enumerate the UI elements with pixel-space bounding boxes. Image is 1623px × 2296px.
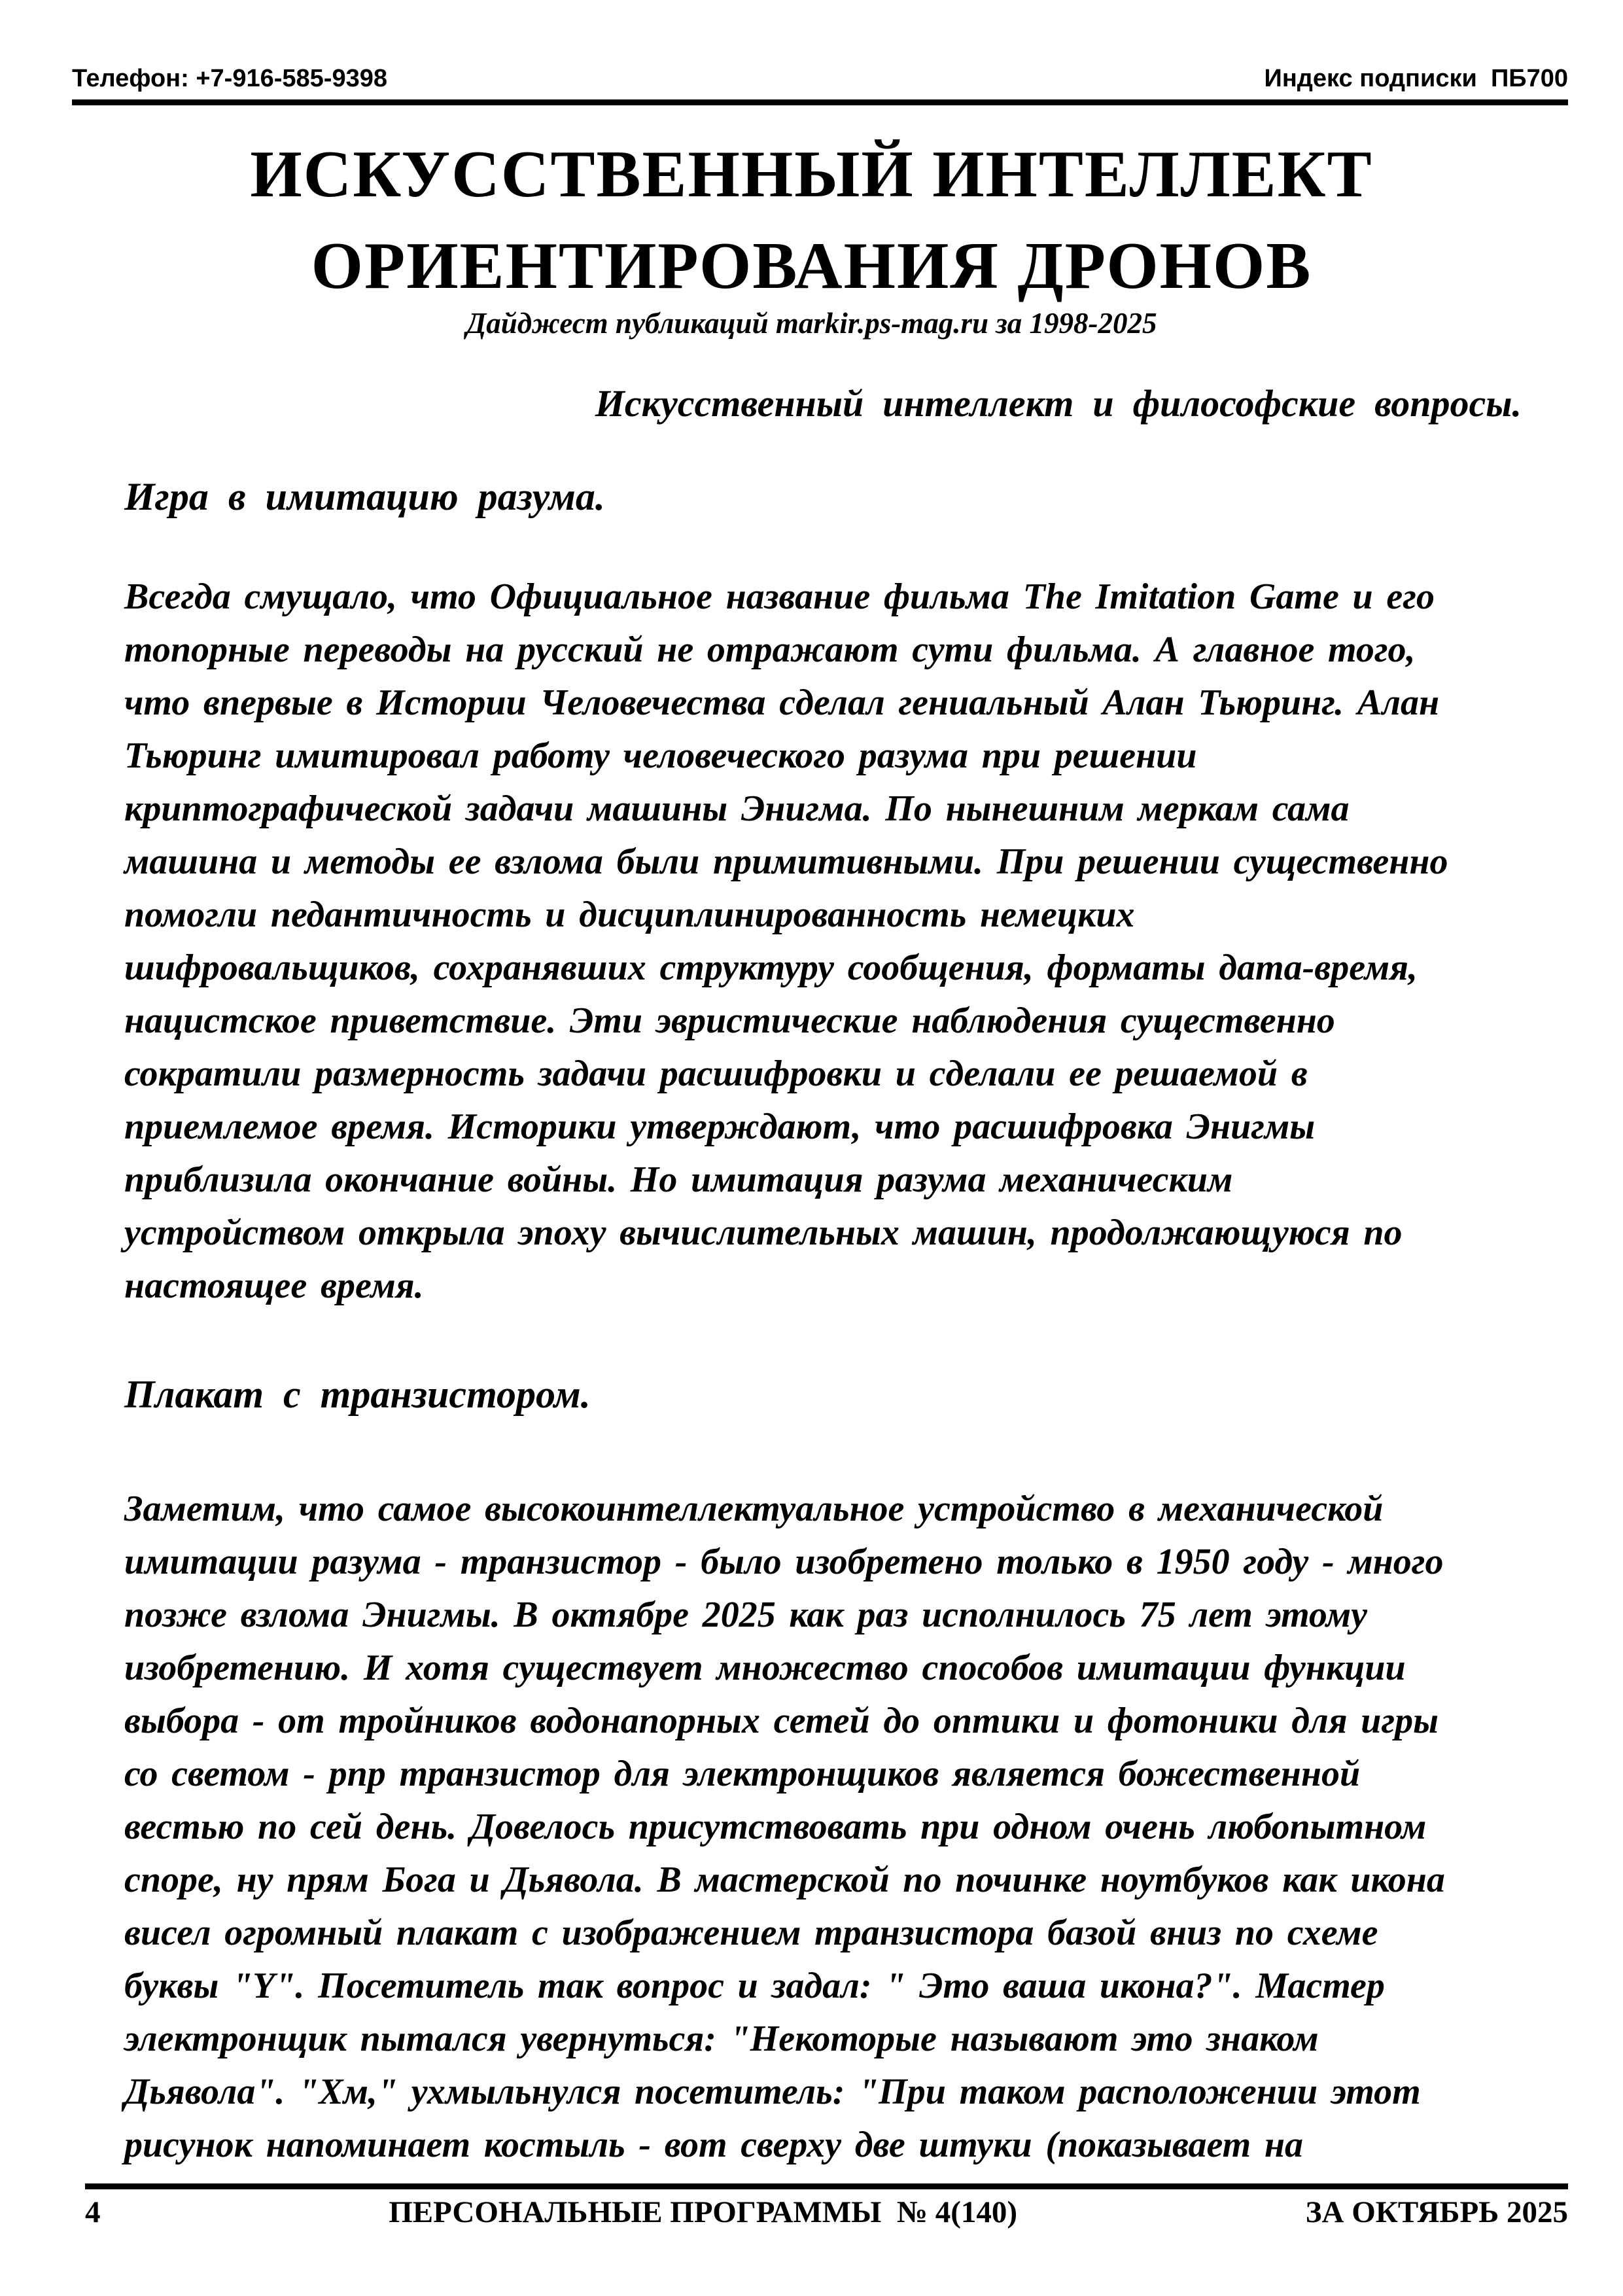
paragraph-line: висел огромный плакат с изображением транзистора базой вниз по схеме xyxy=(124,1913,1378,1953)
paragraph-1 xyxy=(124,571,1531,1313)
paragraph-line: помогли педантичность и дисциплинированность немецких xyxy=(124,894,1135,935)
paragraph-line: вестью по сей день. Довелось присутствовать при одном очень любопытном xyxy=(124,1807,1427,1847)
paragraph-line: выбора - от тройников водонапорных сетей до оптики и фотоники для игры xyxy=(124,1701,1439,1741)
footer-page-number: 4 xyxy=(85,2195,101,2229)
section-heading-2: Плакат с транзистором. xyxy=(124,1373,591,1416)
paragraph-line: споре, ну прям Бога и Дьявола. В мастерской по починке ноутбуков как икона xyxy=(124,1860,1445,1900)
page-title-line-1: ИСКУССТВЕННЫЙ ИНТЕЛЛЕКТ xyxy=(250,137,1373,211)
paragraph-line: изобретению. И хотя существует множество способов имитации функции xyxy=(124,1648,1406,1688)
paragraph-line: со светом - pnp транзистор для электронщиков является божественной xyxy=(124,1754,1361,1794)
intro-line: Искусственный интеллект и философские вопросы. xyxy=(595,382,1522,425)
paragraph-line: что впервые в Истории Человечества сделал гениальный Алан Тьюринг. Алан xyxy=(124,682,1440,723)
paragraph-line: Дьявола". "Хм," ухмыльнулся посетитель: "При таком расположении этот xyxy=(124,2072,1421,2112)
paragraph-line: электронщик пытался увернуться: "Некоторые называют это знаком xyxy=(124,2019,1319,2059)
page-title-line-2: ОРИЕНТИРОВАНИЯ ДРОНОВ xyxy=(311,229,1312,303)
section-heading-1: Игра в имитацию разума. xyxy=(124,475,605,518)
paragraph-line: нацистское приветствие. Эти эвристические наблюдения существенно xyxy=(124,1000,1335,1041)
paragraph-line: Заметим, что самое высокоинтеллектуальное устройство в механической xyxy=(124,1489,1384,1529)
footer-journal-title: ПЕРСОНАЛЬНЫЕ ПРОГРАММЫ № 4(140) xyxy=(389,2195,1018,2229)
page-footer xyxy=(85,2193,1568,2231)
paragraph-line: сократили размерность задачи расшифровки и сделали ее решаемой в xyxy=(124,1053,1308,1094)
header-subscription-index: Индекс подписки ПБ700 xyxy=(1264,65,1568,92)
paragraph-line: приемлемое время. Историки утверждают, что расшифровка Энигмы xyxy=(124,1106,1316,1147)
paragraph-line: машина и методы ее взлома были примитивными. При решении существенно xyxy=(124,841,1448,882)
paragraph-line: шифровальщиков, сохранявших структуру сообщения, форматы дата-время, xyxy=(124,947,1418,988)
paragraph-line: позже взлома Энигмы. В октябре 2025 как раз исполнилось 75 лет этому xyxy=(124,1595,1367,1635)
footer-issue-date: ЗА ОКТЯБРЬ 2025 xyxy=(1305,2195,1568,2229)
header-phone: Телефон: +7-916-585-9398 xyxy=(72,65,387,92)
footer-divider xyxy=(85,2183,1568,2189)
paragraph-line: буквы "Y". Посетитель так вопрос и задал: " Это ваша икона?". Мастер xyxy=(124,1966,1385,2006)
paragraph-line: приблизила окончание войны. Но имитация разума механическим xyxy=(124,1159,1233,1200)
paragraph-line: имитации разума - транзистор - было изобретено только в 1950 году - много xyxy=(124,1542,1444,1582)
page-subtitle: Дайджест публикаций markir.ps-mag.ru за 1998-2025 xyxy=(466,307,1157,340)
header-divider xyxy=(72,99,1568,105)
paragraph-line: настоящее время. xyxy=(124,1265,424,1306)
paragraph-line: топорные переводы на русский не отражают сути фильма. А главное того, xyxy=(124,629,1416,670)
paragraph-line: рисунок напоминает костыль - вот сверху две штуки (показывает на xyxy=(124,2125,1303,2165)
paragraph-2 xyxy=(124,1483,1531,2172)
paragraph-line: Тьюринг имитировал работу человеческого разума при решении xyxy=(124,735,1197,776)
page-header xyxy=(72,64,1568,93)
paragraph-line: устройством открыла эпоху вычислительных машин, продолжающуюся по xyxy=(124,1212,1403,1253)
paragraph-line: криптографической задачи машины Энигма. По нынешним меркам сама xyxy=(124,788,1350,829)
paragraph-line: Всегда смущало, что Официальное название фильма The Imitation Game и его xyxy=(124,576,1435,617)
